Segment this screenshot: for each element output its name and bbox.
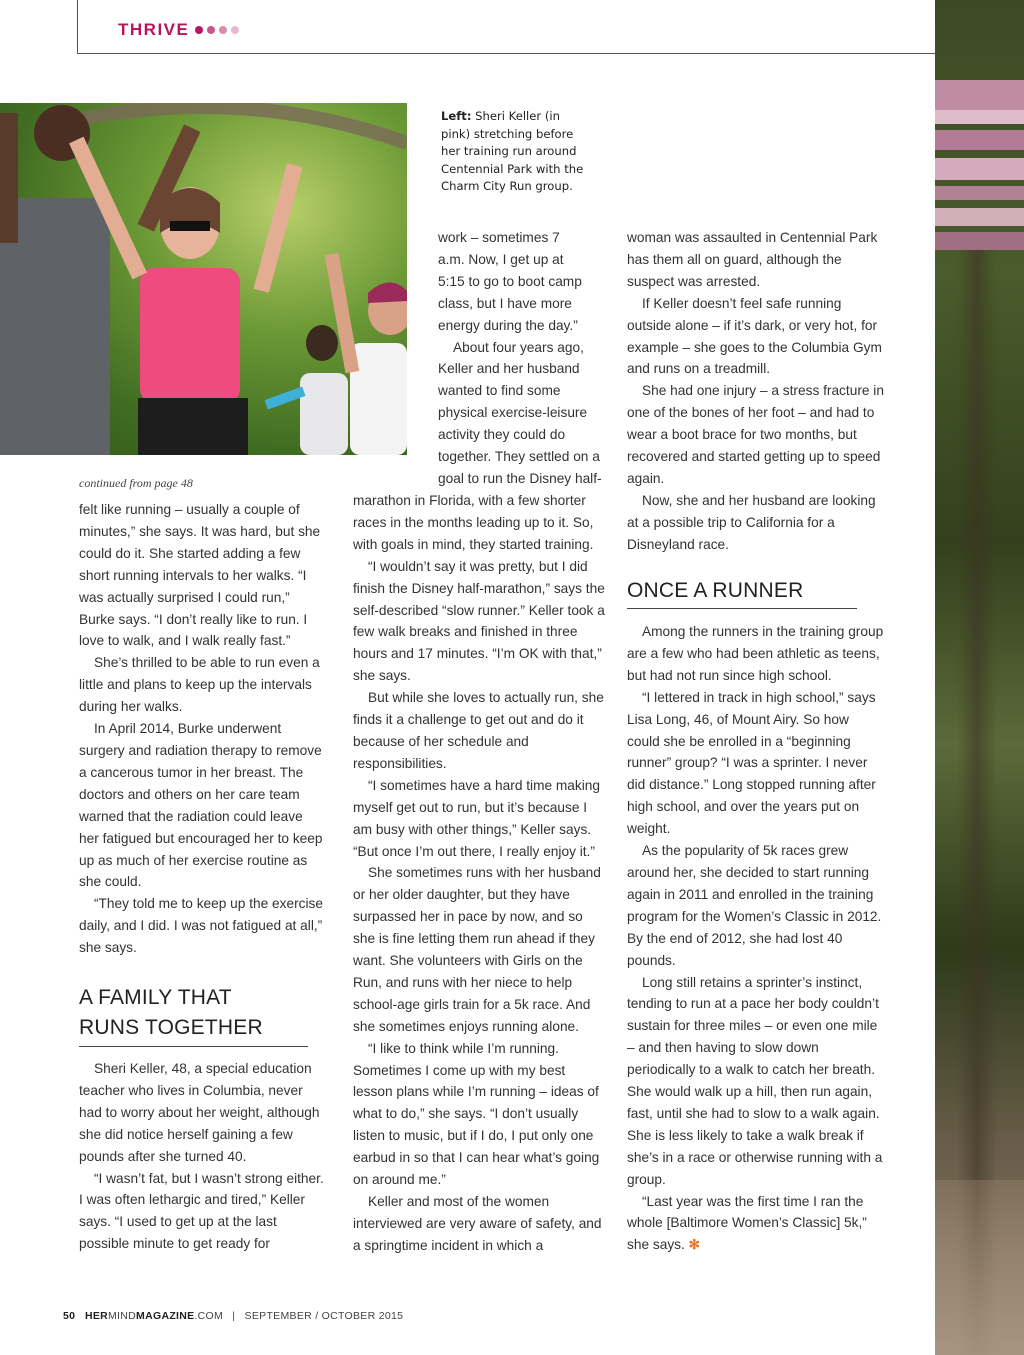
section-dot	[219, 26, 227, 34]
line: About four years ago,	[453, 339, 584, 355]
photo-caption	[441, 108, 591, 196]
caption-text: Sheri Keller (in pink) stretching before her training run around Centennial Park with the Charm City Run group.	[441, 109, 584, 193]
line: energy during the day.”	[438, 317, 578, 333]
magazine-domain: .COM	[194, 1310, 224, 1322]
paragraph: Keller and most of the women interviewed are very aware of safety, and a springtime incident in which a	[353, 1194, 602, 1253]
section-dot	[231, 26, 239, 34]
caption-lead: Left:	[441, 109, 472, 123]
line: wanted to find some	[438, 383, 561, 399]
paragraph-text: “Last year was the first time I ran the whole [Baltimore Women’s Classic] 5k,” she says.	[627, 1193, 867, 1253]
magazine-name-mind: MIND	[108, 1310, 137, 1322]
header-vertical-rule	[77, 0, 78, 54]
paragraph: Sheri Keller, 48, a special education teacher who lives in Columbia, never had to worry about her weight, although she did notice herself gaining a few pounds after she turned 40.	[79, 1061, 320, 1164]
paragraph: She’s thrilled to be able to run even a little and plans to keep up the intervals during her walks.	[79, 655, 320, 715]
line: a.m. Now, I get up at	[438, 251, 564, 267]
continued-note: continued from page 48	[79, 476, 193, 490]
paragraph: “I like to think while I’m running. Sometimes I come up with my best lesson plans while I’m running – ideas of what to do,” she says. “I don’t usually listen to music, but if I do, I put only one earbud in so that I can hear what’s going on around me.”	[353, 1040, 600, 1188]
column-3-top	[627, 227, 885, 556]
paragraph	[627, 1191, 885, 1257]
subhead-rule	[79, 1046, 308, 1047]
column-2-narrow	[438, 227, 613, 490]
end-mark-icon: ✻	[688, 1237, 701, 1253]
issue-date: SEPTEMBER / OCTOBER 2015	[244, 1310, 404, 1322]
paragraph: Long still retains a sprinter’s instinct, tending to run at a pace her body couldn’t sustain for three miles – or even one mile – and then having to slow down periodically to a walk to catch her breath. She would walk up a hill, then run again, fast, until she had to slow to a walk again. She is less likely to take a walk break if she’s in a race or otherwise running with a group.	[627, 974, 883, 1187]
line: work – sometimes 7	[438, 230, 560, 245]
paragraph: But while she loves to actually run, she finds it a challenge to get out and do it because of her schedule and responsibilities.	[353, 690, 604, 771]
line: together. They settled on a	[438, 449, 600, 465]
paragraph: “I wouldn’t say it was pretty, but I did finish the Disney half-marathon,” says the self-described “slow runner.” Keller took a few walk breaks and finished in three hours and 17 minutes. “I’m OK with that,” she says.	[353, 558, 605, 684]
line: 5:15 to go to boot camp	[438, 273, 582, 289]
line: Keller and her husband	[438, 361, 580, 377]
paragraph: Among the runners in the training group are a few who had been athletic as teens, but had not run since high school.	[627, 624, 884, 683]
line: class, but I have more	[438, 295, 572, 311]
column-3-bottom	[627, 621, 885, 1256]
magazine-name-her: HER	[84, 1310, 109, 1322]
paragraph: She sometimes runs with her husband or her older daughter, but they have surpassed her in pace by now, and so she is fine letting them run ahead if they want. She volunteers with Girls on the Run, and runs with her niece to help school-age girls train for a 5k race. And she sometimes enjoys running alone.	[353, 865, 601, 1034]
magazine-name-magazine: MAGAZINE	[136, 1310, 195, 1322]
subhead-line: A FAMILY THAT	[79, 986, 232, 1009]
line: goal to run the Disney half-	[438, 470, 602, 486]
paragraph: “I wasn’t fat, but I wasn’t strong either. I was often lethargic and tired,” Keller says. “I used to get up at the last possible minute to get ready for	[79, 1170, 324, 1252]
page-number: 50	[63, 1310, 76, 1322]
line: activity they could do	[438, 427, 566, 443]
paragraph: “They told me to keep up the exercise daily, and I did. I was not fatigued at all,” she says.	[79, 896, 324, 956]
paragraph: She had one injury – a stress fracture in one of the bones of her foot – and had to wear a boot brace for two months, but recovered and started getting up to speed again.	[627, 383, 884, 486]
subhead-once-a-runner: ONCE A RUNNER	[627, 579, 804, 602]
paragraph: woman was assaulted in Centennial Park has them all on guard, although the suspect was arrested.	[627, 230, 878, 289]
paragraph: As the popularity of 5k races grew around her, she decided to start running again in 2011 and enrolled in the training program for the Women’s Classic in 2012. By the end of 2012, she had lost 40 pounds.	[627, 843, 882, 968]
column-1-top	[79, 499, 324, 959]
paragraph: If Keller doesn’t feel safe running outside alone – if it’s dark, or very hot, for example – she goes to the Columbia Gym and runs on a treadmill.	[627, 295, 882, 377]
paragraph: In April 2014, Burke underwent surgery and radiation therapy to remove a cancerous tumor in her breast. The doctors and others on her care team warned that the radiation could leave her fatigued but encouraged her to keep up as much of her exercise routine as she could.	[79, 721, 323, 890]
side-photo-trees	[935, 0, 1024, 1355]
line: physical exercise-leisure	[438, 405, 588, 421]
section-title: THRIVE	[118, 20, 190, 39]
subhead-line: RUNS TOGETHER	[79, 1016, 263, 1039]
section-dot	[207, 26, 215, 34]
column-1-bottom	[79, 1058, 324, 1255]
paragraph: felt like running – usually a couple of minutes,” she says. It was hard, but she could do it. She started adding a few short running intervals to her walks. “I was actually surprised I could run,” Burke says. “I don’t really like to run. I love to walk, and I walk really fast.”	[79, 502, 321, 649]
footer-separator: |	[232, 1310, 236, 1322]
section-dot	[195, 26, 203, 34]
paragraph: “I lettered in track in high school,” says Lisa Long, 46, of Mount Airy. So how could she be enrolled in a “beginning runner” group? “I was a sprinter. I never did distance.” Long stopped running after high school, and over the years put on weight.	[627, 689, 876, 837]
photo-runners-stretching	[0, 103, 407, 455]
paragraph: marathon in Florida, with a few shorter races in the months leading up to it. So, with goals in mind, they started training.	[353, 493, 594, 552]
page-footer	[63, 1310, 403, 1322]
subhead-family	[79, 983, 339, 1043]
paragraph: Now, she and her husband are looking at a possible trip to California for a Disneyland race.	[627, 492, 876, 552]
header-rule	[77, 53, 935, 54]
subhead-rule	[627, 608, 857, 609]
paragraph: “I sometimes have a hard time making myself get out to run, but it’s because I am busy with other things,” Keller says. “But once I’m out there, I really enjoy it.”	[353, 777, 601, 859]
section-dots	[195, 26, 239, 34]
column-2-main	[353, 490, 608, 1257]
